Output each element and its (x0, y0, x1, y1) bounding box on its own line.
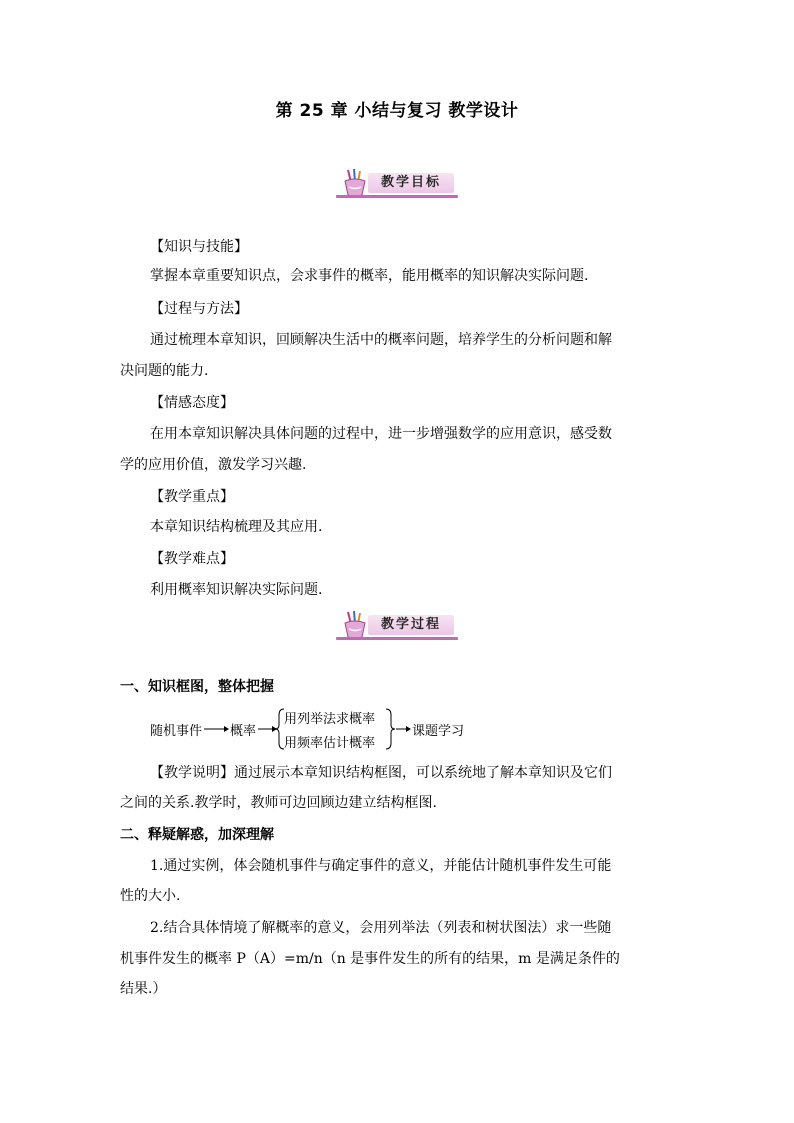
section2-heading: 二、释疑解惑，加深理解 (120, 827, 274, 843)
difficulty-text: 利用概率知识解决实际问题. (150, 582, 323, 598)
diagram-node-project: 课题学习 (412, 724, 465, 739)
knowledge-heading: 【知识与技能】 (150, 239, 248, 255)
section1-heading: 一、知识框图，整体把握 (120, 679, 274, 695)
knowledge-structure-diagram (150, 707, 480, 751)
item2-line3: 结果.） (120, 981, 167, 997)
attitude-text-line2: 学的应用价值，激发学习兴趣. (120, 457, 307, 473)
knowledge-text: 掌握本章重要知识点，会求事件的概率，能用概率的知识解决实际问题. (150, 268, 589, 284)
badge-underline (336, 195, 458, 198)
item2-line2: 机事件发生的概率 P（A）=m/n（n 是事件发生的所有的结果，m 是满足条件的 (120, 951, 620, 967)
item1-line2: 性的大小. (120, 888, 181, 904)
diagram-node-enumeration: 用列举法求概率 (284, 712, 376, 727)
attitude-text-line1: 在用本章知识解决具体问题的过程中，进一步增强数学的应用意识，感受数 (150, 426, 612, 442)
diagram-node-random-event: 随机事件 (150, 724, 203, 739)
difficulty-heading: 【教学难点】 (150, 551, 234, 567)
page-title: 第 25 章 小结与复习 教学设计 (275, 101, 519, 121)
attitude-heading: 【情感态度】 (150, 395, 234, 411)
badge-label-goals: 教学目标 (368, 173, 454, 193)
item1-line1: 1.通过实例，体会随机事件与确定事件的意义，并能估计随机事件发生可能 (150, 858, 612, 874)
process-heading: 【过程与方法】 (150, 301, 248, 317)
teaching-note-line1: 【教学说明】通过展示本章知识结构框图，可以系统地了解本章知识及它们 (150, 765, 612, 781)
item2-line1: 2.结合具体情境了解概率的意义，会用列举法（列表和树状图法）求一些随 (150, 920, 612, 936)
diagram-node-frequency: 用频率估计概率 (284, 736, 376, 751)
key-point-heading: 【教学重点】 (150, 489, 234, 505)
process-text-line2: 决问题的能力. (120, 363, 209, 379)
section-badge-goals (336, 168, 458, 200)
badge-label-process: 教学过程 (368, 615, 454, 635)
teaching-note-line2: 之间的关系.教学时，教师可边回顾边建立结构框图. (120, 795, 437, 811)
key-point-text: 本章知识结构梳理及其应用. (150, 519, 323, 535)
process-text-line1: 通过梳理本章知识，回顾解决生活中的概率问题，培养学生的分析问题和解 (150, 332, 612, 348)
section-badge-process (336, 610, 458, 642)
arrow-head-icon (224, 726, 229, 732)
arrow-head-icon (406, 726, 411, 732)
diagram-node-probability: 概率 (230, 724, 257, 739)
badge-underline (336, 637, 458, 640)
